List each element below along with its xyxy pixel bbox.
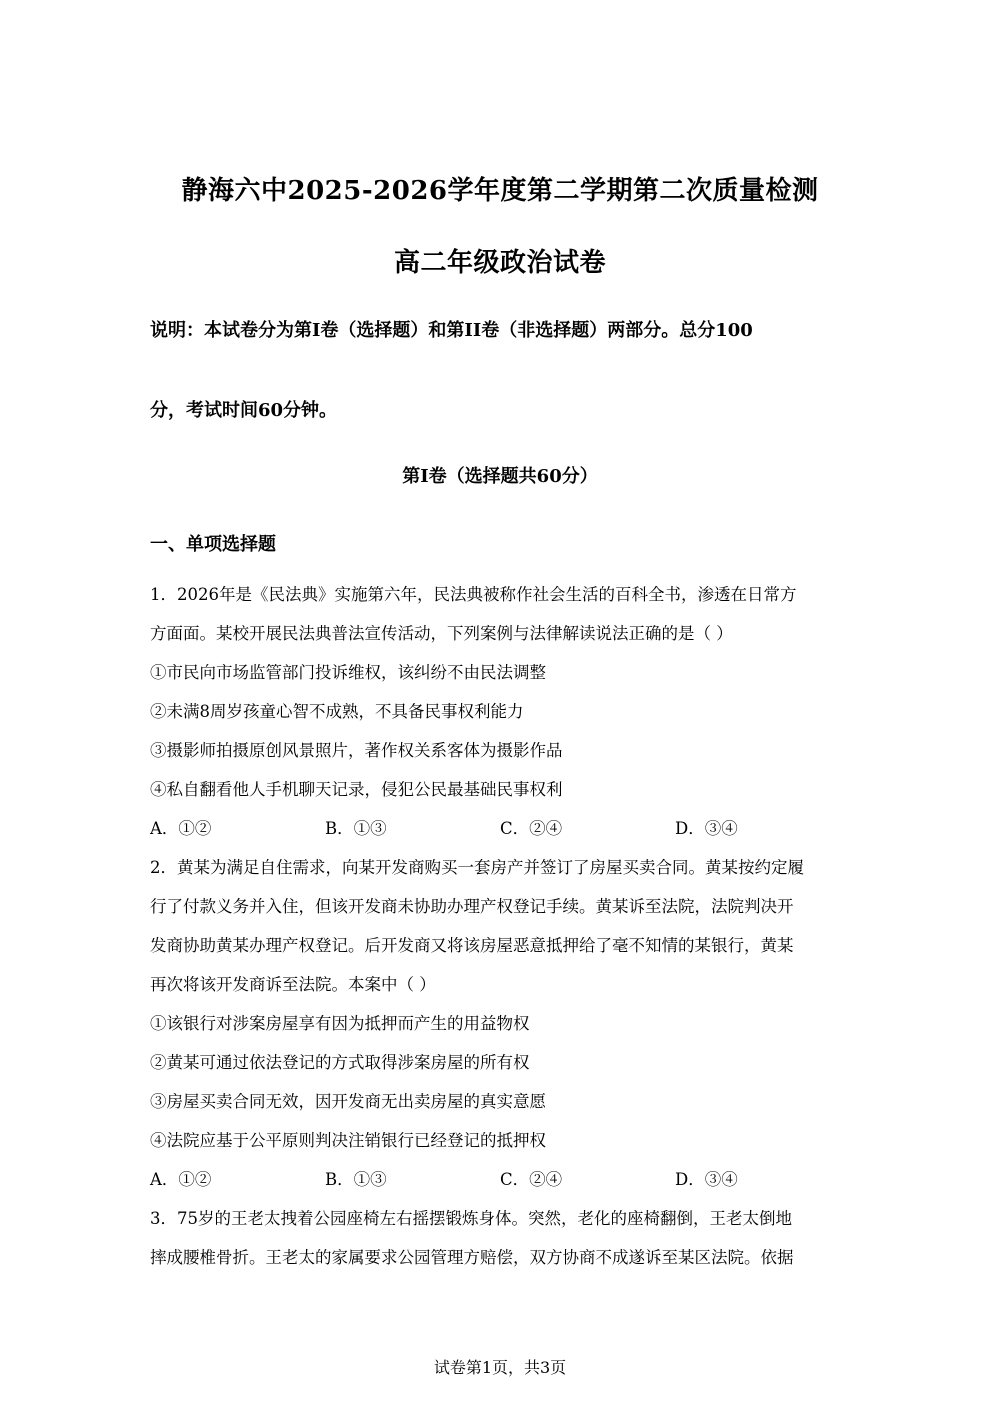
question-stem-line: 2．黄某为满足自住需求，向某开发商购买一套房产并签订了房屋买卖合同。黄某按约定履 <box>150 858 804 877</box>
question-stem-line: 3．75岁的王老太拽着公园座椅左右摇摆锻炼身体。突然，老化的座椅翻倒，王老太倒地 <box>150 1209 792 1228</box>
answer-options <box>150 1160 850 1199</box>
statement: ①市民向市场监管部门投诉维权，该纠纷不由民法调整 <box>150 663 546 682</box>
question-stem-line: 行了付款义务并入住，但该开发商未协助办理产权登记手续。黄某诉至法院，法院判决开 <box>150 897 794 916</box>
question-3 <box>150 1199 850 1277</box>
option-a: A．①② <box>150 819 212 838</box>
question-stem-line: 摔成腰椎骨折。王老太的家属要求公园管理方赔偿，双方协商不成遂诉至某区法院。依据 <box>150 1248 794 1267</box>
option-a: A．①② <box>150 1170 212 1189</box>
option-b: B．①③ <box>325 1170 387 1189</box>
statement: ④私自翻看他人手机聊天记录，侵犯公民最基础民事权利 <box>150 780 563 799</box>
answer-options <box>150 809 850 848</box>
statement: ①该银行对涉案房屋享有因为抵押而产生的用益物权 <box>150 1014 530 1033</box>
statement: ③摄影师拍摄原创风景照片，著作权关系客体为摄影作品 <box>150 741 563 760</box>
page-footer: 试卷第1页，共3页 <box>433 1358 567 1377</box>
option-d: D．③④ <box>675 1170 738 1189</box>
exam-title: 静海六中2025-2026学年度第二学期第二次质量检测 <box>181 176 819 206</box>
question-1 <box>150 575 850 848</box>
question-stem-line: 再次将该开发商诉至法院。本案中（ ） <box>150 975 436 994</box>
statement: ④法院应基于公平原则判决注销银行已经登记的抵押权 <box>150 1131 546 1150</box>
statement: ②未满8周岁孩童心智不成熟，不具备民事权利能力 <box>150 702 524 721</box>
option-b: B．①③ <box>325 819 387 838</box>
question-stem-line: 发商协助黄某办理产权登记。后开发商又将该房屋恶意抵押给了毫不知情的某银行，黄某 <box>150 936 794 955</box>
section-title: 第I卷（选择题共60分） <box>402 466 598 487</box>
instructions-line-1: 说明：本试卷分为第I卷（选择题）和第II卷（非选择题）两部分。总分100 <box>150 320 753 341</box>
statement: ②黄某可通过依法登记的方式取得涉案房屋的所有权 <box>150 1053 530 1072</box>
instructions-line-2: 分，考试时间60分钟。 <box>150 400 338 421</box>
part-heading: 一、单项选择题 <box>150 534 276 555</box>
option-c: C．②④ <box>500 819 563 838</box>
question-2 <box>150 848 850 1199</box>
question-stem-line: 方面面。某校开展民法典普法宣传活动，下列案例与法律解读说法正确的是（ ） <box>150 624 733 643</box>
option-d: D．③④ <box>675 819 738 838</box>
option-c: C．②④ <box>500 1170 563 1189</box>
exam-subtitle: 高二年级政治试卷 <box>393 248 606 278</box>
statement: ③房屋买卖合同无效，因开发商无出卖房屋的真实意愿 <box>150 1092 546 1111</box>
question-stem-line: 1．2026年是《民法典》实施第六年，民法典被称作社会生活的百科全书，渗透在日常方 <box>150 585 797 604</box>
